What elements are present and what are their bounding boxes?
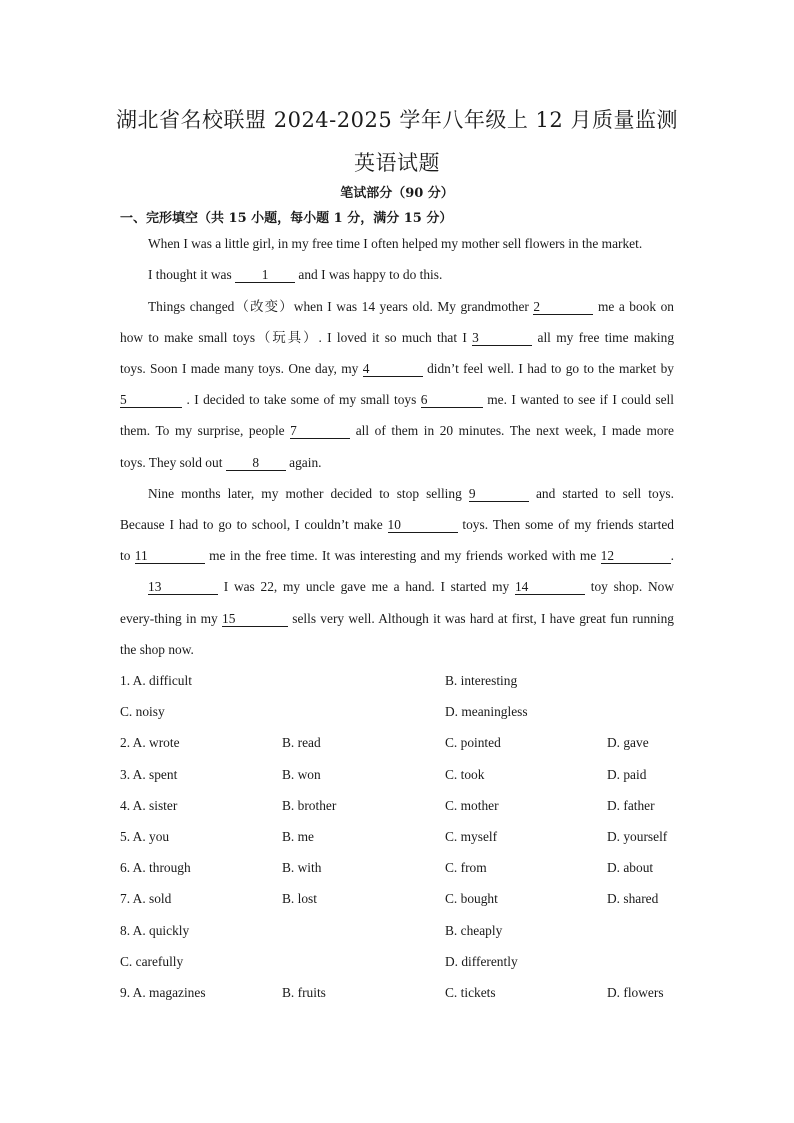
question-number: 4. bbox=[120, 798, 131, 813]
blank-6[interactable]: 6 bbox=[421, 392, 483, 408]
exam-title: 湖北省名校联盟 2024-2025 学年八年级上 12 月质量监测 bbox=[116, 108, 678, 132]
passage-line bbox=[120, 516, 674, 534]
passage-text: to bbox=[120, 548, 131, 563]
question-2-option-b[interactable]: B. read bbox=[282, 735, 321, 750]
exam-subtitle: 英语试题 bbox=[354, 151, 440, 175]
question-3-option-b[interactable]: B. won bbox=[282, 767, 321, 782]
passage-text: toys. Soon I made many toys. One day, my bbox=[120, 361, 359, 376]
passage-line bbox=[120, 329, 674, 347]
option-text: A. difficult bbox=[132, 673, 192, 688]
question-number: 1. bbox=[120, 673, 131, 688]
question-3-row bbox=[120, 765, 674, 785]
part-heading: 一、完形填空（共 15 小题，每小题 1 分，满分 15 分） bbox=[120, 211, 453, 226]
option-text: A. sister bbox=[132, 798, 178, 813]
passage-text: . I decided to take some of my small toys bbox=[186, 392, 417, 407]
blank-7[interactable]: 7 bbox=[290, 423, 350, 439]
blank-8[interactable]: 8 bbox=[226, 455, 286, 471]
passage-line bbox=[120, 641, 674, 659]
question-5-option-d[interactable]: D. yourself bbox=[607, 829, 668, 844]
question-8-option-c[interactable]: C. carefully bbox=[120, 954, 184, 969]
question-4-option-b[interactable]: B. brother bbox=[282, 798, 337, 813]
passage-text: I thought it was bbox=[148, 267, 232, 282]
question-6-row bbox=[120, 858, 674, 878]
blank-15[interactable]: 15 bbox=[222, 611, 288, 627]
question-5-option-b[interactable]: B. me bbox=[282, 829, 314, 844]
passage-line bbox=[120, 391, 674, 409]
question-1-row-b bbox=[120, 702, 674, 722]
option-text: A. you bbox=[132, 829, 170, 844]
passage-text: . bbox=[670, 548, 674, 563]
question-9-row bbox=[120, 983, 674, 1003]
question-1-option-a[interactable] bbox=[120, 671, 192, 691]
passage-text: the shop now. bbox=[120, 642, 194, 657]
question-1-row-a bbox=[120, 671, 674, 691]
question-6-option-a[interactable] bbox=[120, 858, 191, 878]
question-8-option-b[interactable]: B. cheaply bbox=[445, 923, 503, 938]
passage-text: sells very well. Although it was hard at first, I have great fun running bbox=[292, 611, 674, 626]
passage-line bbox=[120, 610, 674, 628]
blank-1[interactable]: 1 bbox=[235, 267, 295, 283]
blank-5[interactable]: 5 bbox=[120, 392, 182, 408]
question-1-option-c[interactable]: C. noisy bbox=[120, 704, 165, 719]
question-5-row bbox=[120, 827, 674, 847]
question-8-row-b bbox=[120, 952, 674, 972]
passage-text: me a book on bbox=[597, 299, 674, 314]
passage-line bbox=[120, 547, 674, 565]
passage-text: them. To my surprise, people bbox=[120, 423, 285, 438]
blank-12[interactable]: 12 bbox=[601, 548, 671, 564]
passage-line bbox=[120, 360, 674, 378]
passage-text: and started to sell toys. bbox=[535, 486, 674, 501]
question-6-option-b[interactable]: B. with bbox=[282, 860, 322, 875]
blank-3[interactable]: 3 bbox=[472, 330, 532, 346]
question-number: 2. bbox=[120, 735, 131, 750]
passage-text: again. bbox=[289, 455, 322, 470]
passage-text: all of them in 20 minutes. The next week, I made more bbox=[355, 423, 674, 438]
question-2-row bbox=[120, 733, 674, 753]
question-7-option-a[interactable] bbox=[120, 889, 171, 909]
passage-text: all my free time making bbox=[537, 330, 675, 345]
question-8-option-d[interactable]: D. differently bbox=[445, 954, 518, 969]
question-8-row-a bbox=[120, 921, 674, 941]
passage-line bbox=[120, 454, 674, 472]
question-number: 7. bbox=[120, 891, 131, 906]
passage-line bbox=[120, 485, 674, 503]
question-number: 6. bbox=[120, 860, 131, 875]
passage-text: I was 22, my uncle gave me a hand. I started my bbox=[223, 579, 510, 594]
question-8-option-a[interactable] bbox=[120, 921, 189, 941]
question-2-option-a[interactable] bbox=[120, 733, 180, 753]
question-5-option-c[interactable]: C. myself bbox=[445, 829, 498, 844]
blank-10[interactable]: 10 bbox=[388, 517, 458, 533]
question-7-option-c[interactable]: C. bought bbox=[445, 891, 498, 906]
question-9-option-c[interactable]: C. tickets bbox=[445, 985, 496, 1000]
blank-11[interactable]: 11 bbox=[135, 548, 205, 564]
passage-text: didn’t feel well. I had to go to the market by bbox=[427, 361, 674, 376]
question-4-option-c[interactable]: C. mother bbox=[445, 798, 499, 813]
option-text: A. wrote bbox=[132, 735, 180, 750]
blank-9[interactable]: 9 bbox=[469, 486, 529, 502]
passage-text: me. I wanted to see if I could sell bbox=[487, 392, 674, 407]
question-1-option-d[interactable]: D. meaningless bbox=[445, 704, 528, 719]
passage-text: how to make small toys（玩具）. I loved it so much that I bbox=[120, 330, 467, 345]
passage-text: toy shop. Now bbox=[590, 579, 674, 594]
passage-line bbox=[120, 578, 674, 596]
passage-line bbox=[120, 422, 674, 440]
option-text: A. through bbox=[132, 860, 191, 875]
blank-4[interactable]: 4 bbox=[363, 361, 423, 377]
question-7-option-d[interactable]: D. shared bbox=[607, 891, 659, 906]
question-4-row bbox=[120, 796, 674, 816]
passage-text: toys. They sold out bbox=[120, 455, 223, 470]
blank-13[interactable]: 13 bbox=[148, 579, 218, 595]
question-number: 9. bbox=[120, 985, 131, 1000]
passage-text: and I was happy to do this. bbox=[298, 267, 443, 282]
option-text: A. magazines bbox=[132, 985, 206, 1000]
question-2-option-d[interactable]: D. gave bbox=[607, 735, 649, 750]
passage-text: every-thing in my bbox=[120, 611, 218, 626]
question-3-option-c[interactable]: C. took bbox=[445, 767, 485, 782]
passage-text: Things changed（改变）when I was 14 years old. My grandmother bbox=[148, 299, 529, 314]
option-text: A. sold bbox=[132, 891, 172, 906]
question-5-option-a[interactable] bbox=[120, 827, 169, 847]
question-3-option-d[interactable]: D. paid bbox=[607, 767, 647, 782]
passage-text: me in the free time. It was interesting and my friends worked with me bbox=[209, 548, 597, 563]
question-number: 3. bbox=[120, 767, 131, 782]
question-number: 8. bbox=[120, 923, 131, 938]
passage-text: When I was a little girl, in my free time I often helped my mother sell flowers in the market. bbox=[148, 236, 643, 251]
question-9-option-a[interactable] bbox=[120, 983, 206, 1003]
blank-14[interactable]: 14 bbox=[515, 579, 585, 595]
passage-text: Because I had to go to school, I couldn’t make bbox=[120, 517, 383, 532]
question-4-option-d[interactable]: D. father bbox=[607, 798, 655, 813]
passage-line bbox=[120, 235, 674, 253]
question-4-option-a[interactable] bbox=[120, 796, 177, 816]
blank-2[interactable]: 2 bbox=[533, 299, 593, 315]
question-6-option-c[interactable]: C. from bbox=[445, 860, 487, 875]
question-2-option-c[interactable]: C. pointed bbox=[445, 735, 501, 750]
question-3-option-a[interactable] bbox=[120, 765, 177, 785]
section-label: 笔试部分（90 分） bbox=[340, 186, 454, 201]
option-text: A. quickly bbox=[132, 923, 190, 938]
question-6-option-d[interactable]: D. about bbox=[607, 860, 654, 875]
question-7-option-b[interactable]: B. lost bbox=[282, 891, 317, 906]
passage-line bbox=[120, 298, 674, 316]
question-number: 5. bbox=[120, 829, 131, 844]
question-9-option-d[interactable]: D. flowers bbox=[607, 985, 664, 1000]
question-1-option-b[interactable]: B. interesting bbox=[445, 673, 518, 688]
question-7-row bbox=[120, 889, 674, 909]
passage-text: Nine months later, my mother decided to stop selling bbox=[148, 486, 462, 501]
question-9-option-b[interactable]: B. fruits bbox=[282, 985, 326, 1000]
passage-text: toys. Then some of my friends started bbox=[462, 517, 674, 532]
passage-line bbox=[120, 266, 674, 284]
option-text: A. spent bbox=[132, 767, 178, 782]
